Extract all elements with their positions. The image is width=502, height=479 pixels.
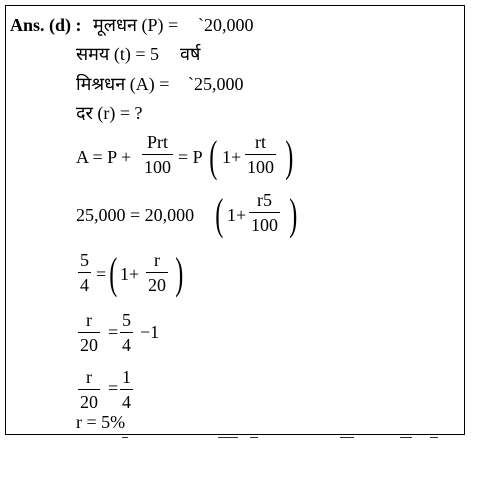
- formula-mid: = P: [178, 147, 203, 167]
- fraction-denominator: 100: [144, 157, 171, 177]
- left-paren: (: [209, 132, 218, 181]
- formula-lhs: A = P +: [76, 147, 132, 167]
- step1-fraction: [249, 190, 280, 235]
- right-paren: ): [285, 132, 294, 181]
- fraction-denominator: 100: [247, 157, 274, 177]
- step3-minus-one: −1: [140, 322, 160, 342]
- step2-left-fraction: [78, 250, 91, 295]
- fraction-denominator: 20: [80, 392, 98, 412]
- step4-equals: =: [108, 378, 119, 398]
- step3-right-fraction: [120, 310, 133, 355]
- fraction-numerator: 5: [120, 310, 133, 333]
- left-paren: (: [109, 249, 118, 298]
- formula-fraction-rt: [245, 132, 276, 177]
- result: r = 5%: [76, 412, 126, 432]
- fraction-numerator: r: [146, 250, 168, 273]
- formula-fraction-prt: [142, 132, 173, 177]
- fraction-numerator: Prt: [142, 132, 173, 155]
- step2-one-plus: 1+: [120, 264, 140, 284]
- time-unit: वर्ष: [180, 44, 201, 64]
- clipped-text-remnant: [100, 437, 480, 439]
- amount-value: `25,000: [188, 74, 244, 94]
- fraction-numerator: 5: [78, 250, 91, 273]
- fraction-numerator: r5: [249, 190, 280, 213]
- time-label: समय (t) = 5: [76, 44, 160, 64]
- fraction-numerator: 1: [120, 367, 133, 390]
- step2-equals: =: [96, 264, 107, 284]
- principal-label: मूलधन (P) =: [93, 15, 179, 35]
- formula-one-plus: 1+: [222, 147, 242, 167]
- step3-equals: =: [108, 322, 119, 342]
- right-paren: ): [289, 190, 298, 239]
- step2-right-fraction: [146, 250, 168, 295]
- step4-right-fraction: [120, 367, 133, 412]
- fraction-numerator: r: [78, 367, 100, 390]
- rate-label: दर (r) = ?: [76, 103, 143, 123]
- fraction-numerator: r: [78, 310, 100, 333]
- amount-label: मिश्रधन (A) =: [76, 74, 170, 94]
- right-paren: ): [175, 249, 184, 298]
- fraction-denominator: 4: [122, 335, 131, 355]
- fraction-denominator: 4: [80, 275, 89, 295]
- fraction-denominator: 20: [80, 335, 98, 355]
- fraction-denominator: 4: [122, 392, 131, 412]
- answer-label: Ans. (d) :: [10, 15, 82, 35]
- fraction-denominator: 100: [251, 215, 278, 235]
- step3-left-fraction: [78, 310, 100, 355]
- fraction-denominator: 20: [148, 275, 166, 295]
- step1-one-plus: 1+: [227, 205, 247, 225]
- step1-lhs: 25,000 = 20,000: [76, 205, 195, 225]
- left-paren: (: [215, 190, 224, 239]
- principal-value: `20,000: [198, 15, 254, 35]
- step4-left-fraction: [78, 367, 100, 412]
- fraction-numerator: rt: [245, 132, 276, 155]
